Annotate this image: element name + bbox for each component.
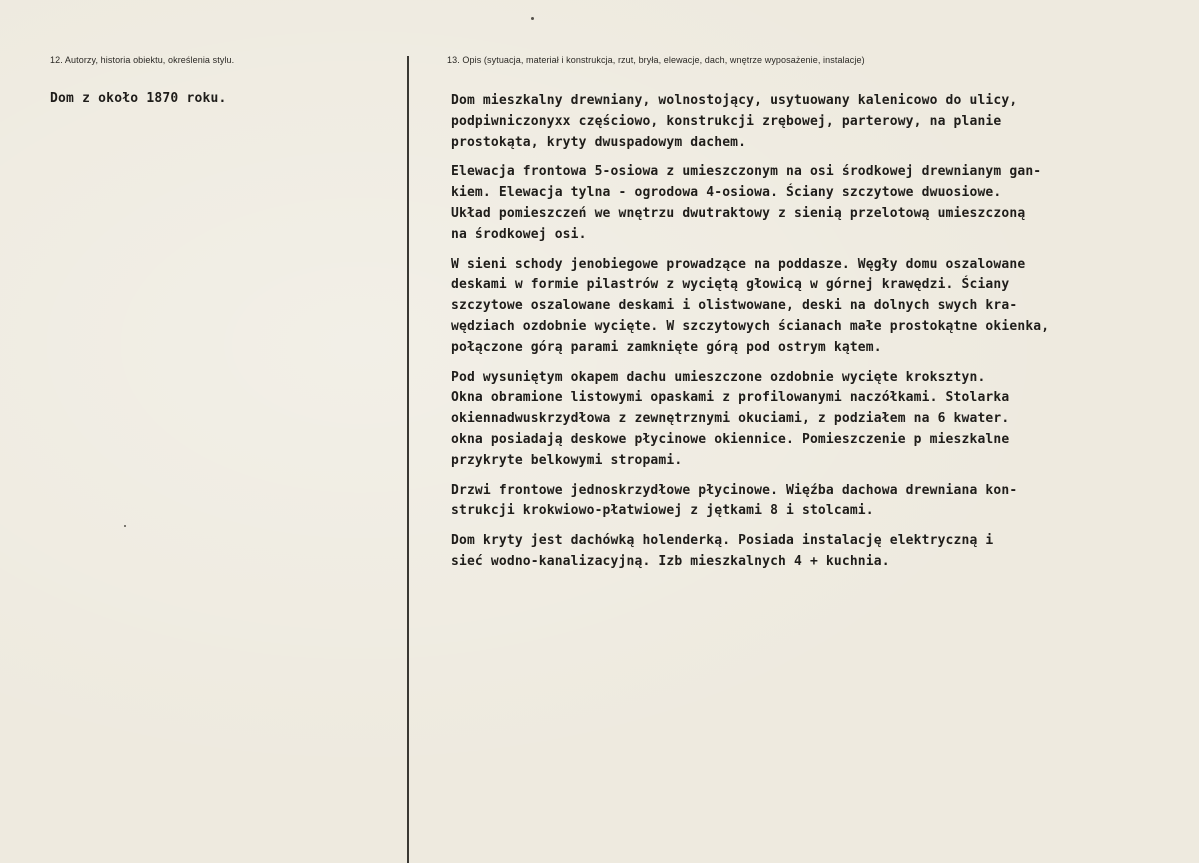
description-line: prostokąta, kryty dwuspadowym dachem. xyxy=(451,134,747,150)
description-line: okiennadwuskrzydłowa z zewnętrznymi okuciami, z podziałem na 6 kwater. xyxy=(451,411,1010,427)
description-line: W sieni schody jenobiegowe prowadzące na poddasze. Węgły domu oszalowane xyxy=(451,256,1026,272)
description-line: przykryte belkowymi stropami. xyxy=(451,452,683,468)
description-paragraph xyxy=(451,162,1191,245)
section-13-header: 13. Opis (sytuacja, materiał i konstrukcja, rzut, bryła, elewacje, dach, wnętrze wyposażenie, instalacje) xyxy=(447,55,865,65)
description-paragraph xyxy=(451,91,1191,153)
paper-speck xyxy=(124,525,126,527)
description-line: szczytowe oszalowane deskami i olistwowane, deski na dolnych swych kra- xyxy=(451,298,1018,314)
description-line: połączone górą parami zamknięte górą pod ostrym kątem. xyxy=(451,339,882,355)
description-line: Dom mieszkalny drewniany, wolnostojący, usytuowany kalenicowo do ulicy, xyxy=(451,93,1018,108)
description-line: Dom kryty jest dachówką holenderką. Posiada instalację elektryczną i xyxy=(451,533,994,549)
description-line: kiem. Elewacja tylna - ogrodowa 4-osiowa. Ściany szczytowe dwuosiowe. xyxy=(451,185,1002,201)
description-paragraph xyxy=(451,531,1191,573)
description-line: deskami w formie pilastrów z wyciętą głowicą w górnej krawędzi. Ściany xyxy=(451,277,1010,293)
description-line: sieć wodno-kanalizacyjną. Izb mieszkalnych 4 + kuchnia. xyxy=(451,553,890,569)
description-paragraph xyxy=(451,255,1191,359)
description-paragraph xyxy=(451,368,1191,472)
description-line: okna posiadają deskowe płycinowe okiennice. Pomieszczenie p mieszkalne xyxy=(451,431,1010,447)
description-line: Drzwi frontowe jednoskrzydłowe płycinowe. Więźba dachowa drewniana kon- xyxy=(451,482,1018,498)
description-line: wędziach ozdobnie wycięte. W szczytowych ścianach małe prostokątne okienka, xyxy=(451,318,1050,334)
description-line: Układ pomieszczeń we wnętrzu dwutraktowy z sienią przelotową umieszczoną xyxy=(451,205,1026,221)
history-text: Dom z około 1870 roku. xyxy=(50,91,227,106)
column-divider xyxy=(407,56,409,863)
description-line: Elewacja frontowa 5-osiowa z umieszczonym na osi środkowej drewnianym gan- xyxy=(451,164,1042,180)
description-line: podpiwniczonyxx częściowo, konstrukcji zrębowej, parterowy, na planie xyxy=(451,113,1002,129)
description-paragraph xyxy=(451,481,1191,523)
description-line: Pod wysuniętym okapem dachu umieszczone ozdobnie wycięte kroksztyn. xyxy=(451,369,986,385)
description-line: Okna obramione listowymi opaskami z profilowanymi naczółkami. Stolarka xyxy=(451,390,1010,406)
description-line: na środkowej osi. xyxy=(451,226,587,242)
description-line: strukcji krokwiowo-płatwiowej z jętkami 8 i stolcami. xyxy=(451,503,874,519)
description-block xyxy=(451,91,1191,582)
section-12-header: 12. Autorzy, historia obiektu, określenia stylu. xyxy=(50,55,235,65)
paper-speck xyxy=(531,17,534,20)
